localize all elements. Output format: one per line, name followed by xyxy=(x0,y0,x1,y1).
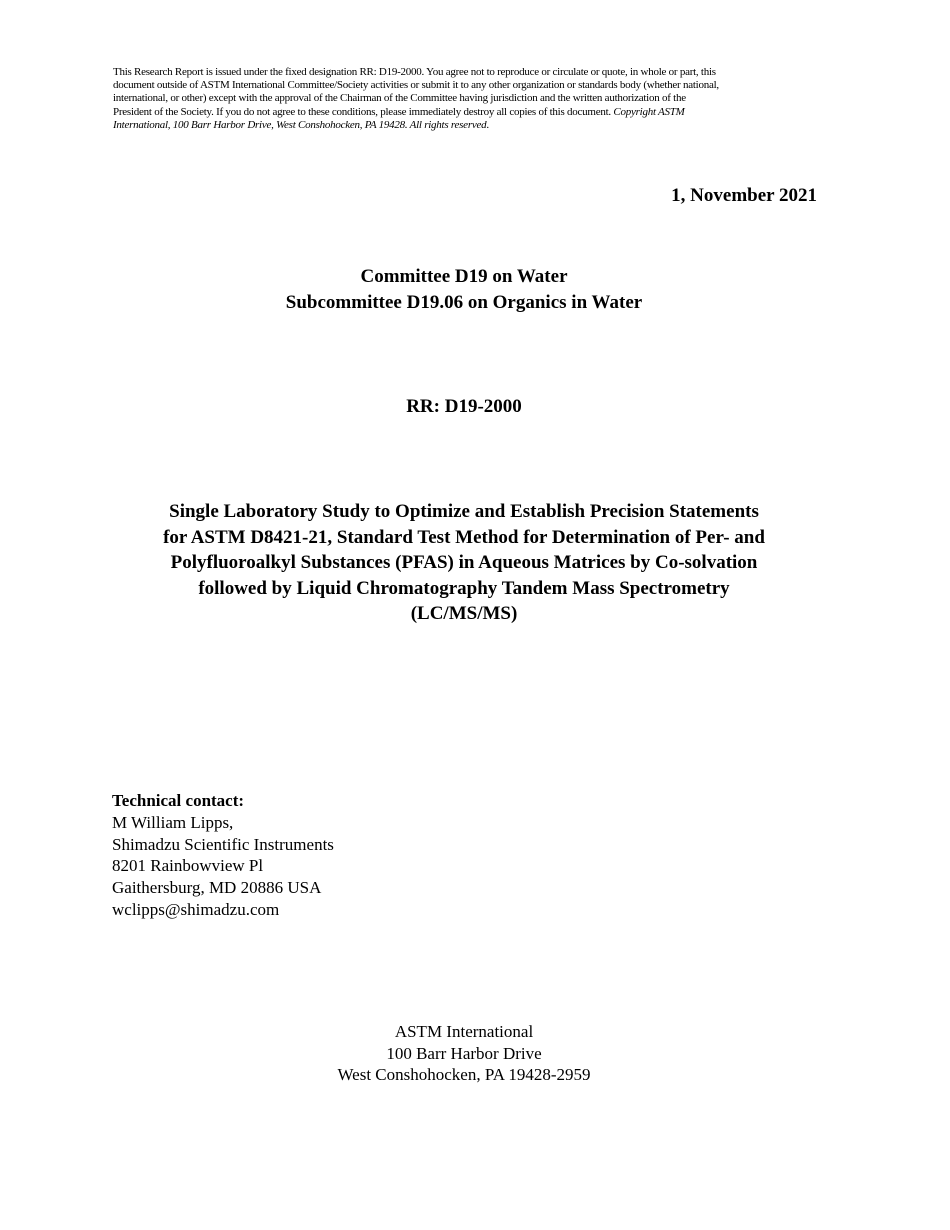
subcommittee-name: Subcommittee D19.06 on Organics in Water xyxy=(285,292,643,313)
notice-line: document outside of ASTM International Committee/Society activities or submit it to any other organization or standards body (whether national, xyxy=(113,79,719,92)
committee-heading xyxy=(0,264,928,316)
copyright-text: Copyright ASTM xyxy=(613,105,685,118)
notice-text: President of the Society. If you do not agree to these conditions, please immediately destroy all copies of this document. xyxy=(113,105,614,118)
contact-street: 8201 Rainbowview Pl xyxy=(112,856,264,876)
notice-line: international, or other) except with the approval of the Chairman of the Committee having jurisdiction and the written authorization of the xyxy=(113,92,686,105)
contact-email: wclipps@shimadzu.com xyxy=(112,899,280,919)
notice-line: This Research Report is issued under the fixed designation RR: D19-2000. You agree not to reproduce or circulate or quote, in whole or part, this xyxy=(113,66,716,78)
address-line: West Conshohocken, PA 19428-2959 xyxy=(337,1065,591,1085)
title-line: Polyfluoroalkyl Substances (PFAS) in Aqueous Matrices by Co-solvation xyxy=(170,552,758,574)
period: . xyxy=(486,118,489,131)
address-line: 100 Barr Harbor Drive xyxy=(386,1043,542,1063)
astm-address xyxy=(0,1021,928,1086)
contact-name: M William Lipps, xyxy=(112,812,234,832)
contact-heading: Technical contact: xyxy=(112,791,245,810)
technical-contact xyxy=(112,790,334,921)
contact-company: Shimadzu Scientific Instruments xyxy=(112,834,334,854)
report-date: 1, November 2021 xyxy=(671,185,817,206)
report-title xyxy=(0,499,928,627)
notice-line xyxy=(113,106,719,119)
copyright-text: International, 100 Barr Harbor Drive, West Conshohocken, PA 19428. All rights reserved xyxy=(113,118,487,131)
notice-line xyxy=(113,119,719,132)
title-line: for ASTM D8421-21, Standard Test Method for Determination of Per- and xyxy=(163,526,765,548)
copyright-notice xyxy=(113,66,719,132)
title-line: Single Laboratory Study to Optimize and Establish Precision Statements xyxy=(169,501,759,522)
title-line: followed by Liquid Chromatography Tandem Mass Spectrometry xyxy=(198,577,730,599)
report-designation: RR: D19-2000 xyxy=(406,396,522,417)
contact-city: Gaithersburg, MD 20886 USA xyxy=(112,878,322,898)
committee-name: Committee D19 on Water xyxy=(360,266,568,287)
address-line: ASTM International xyxy=(394,1022,534,1041)
title-line: (LC/MS/MS) xyxy=(410,603,518,625)
